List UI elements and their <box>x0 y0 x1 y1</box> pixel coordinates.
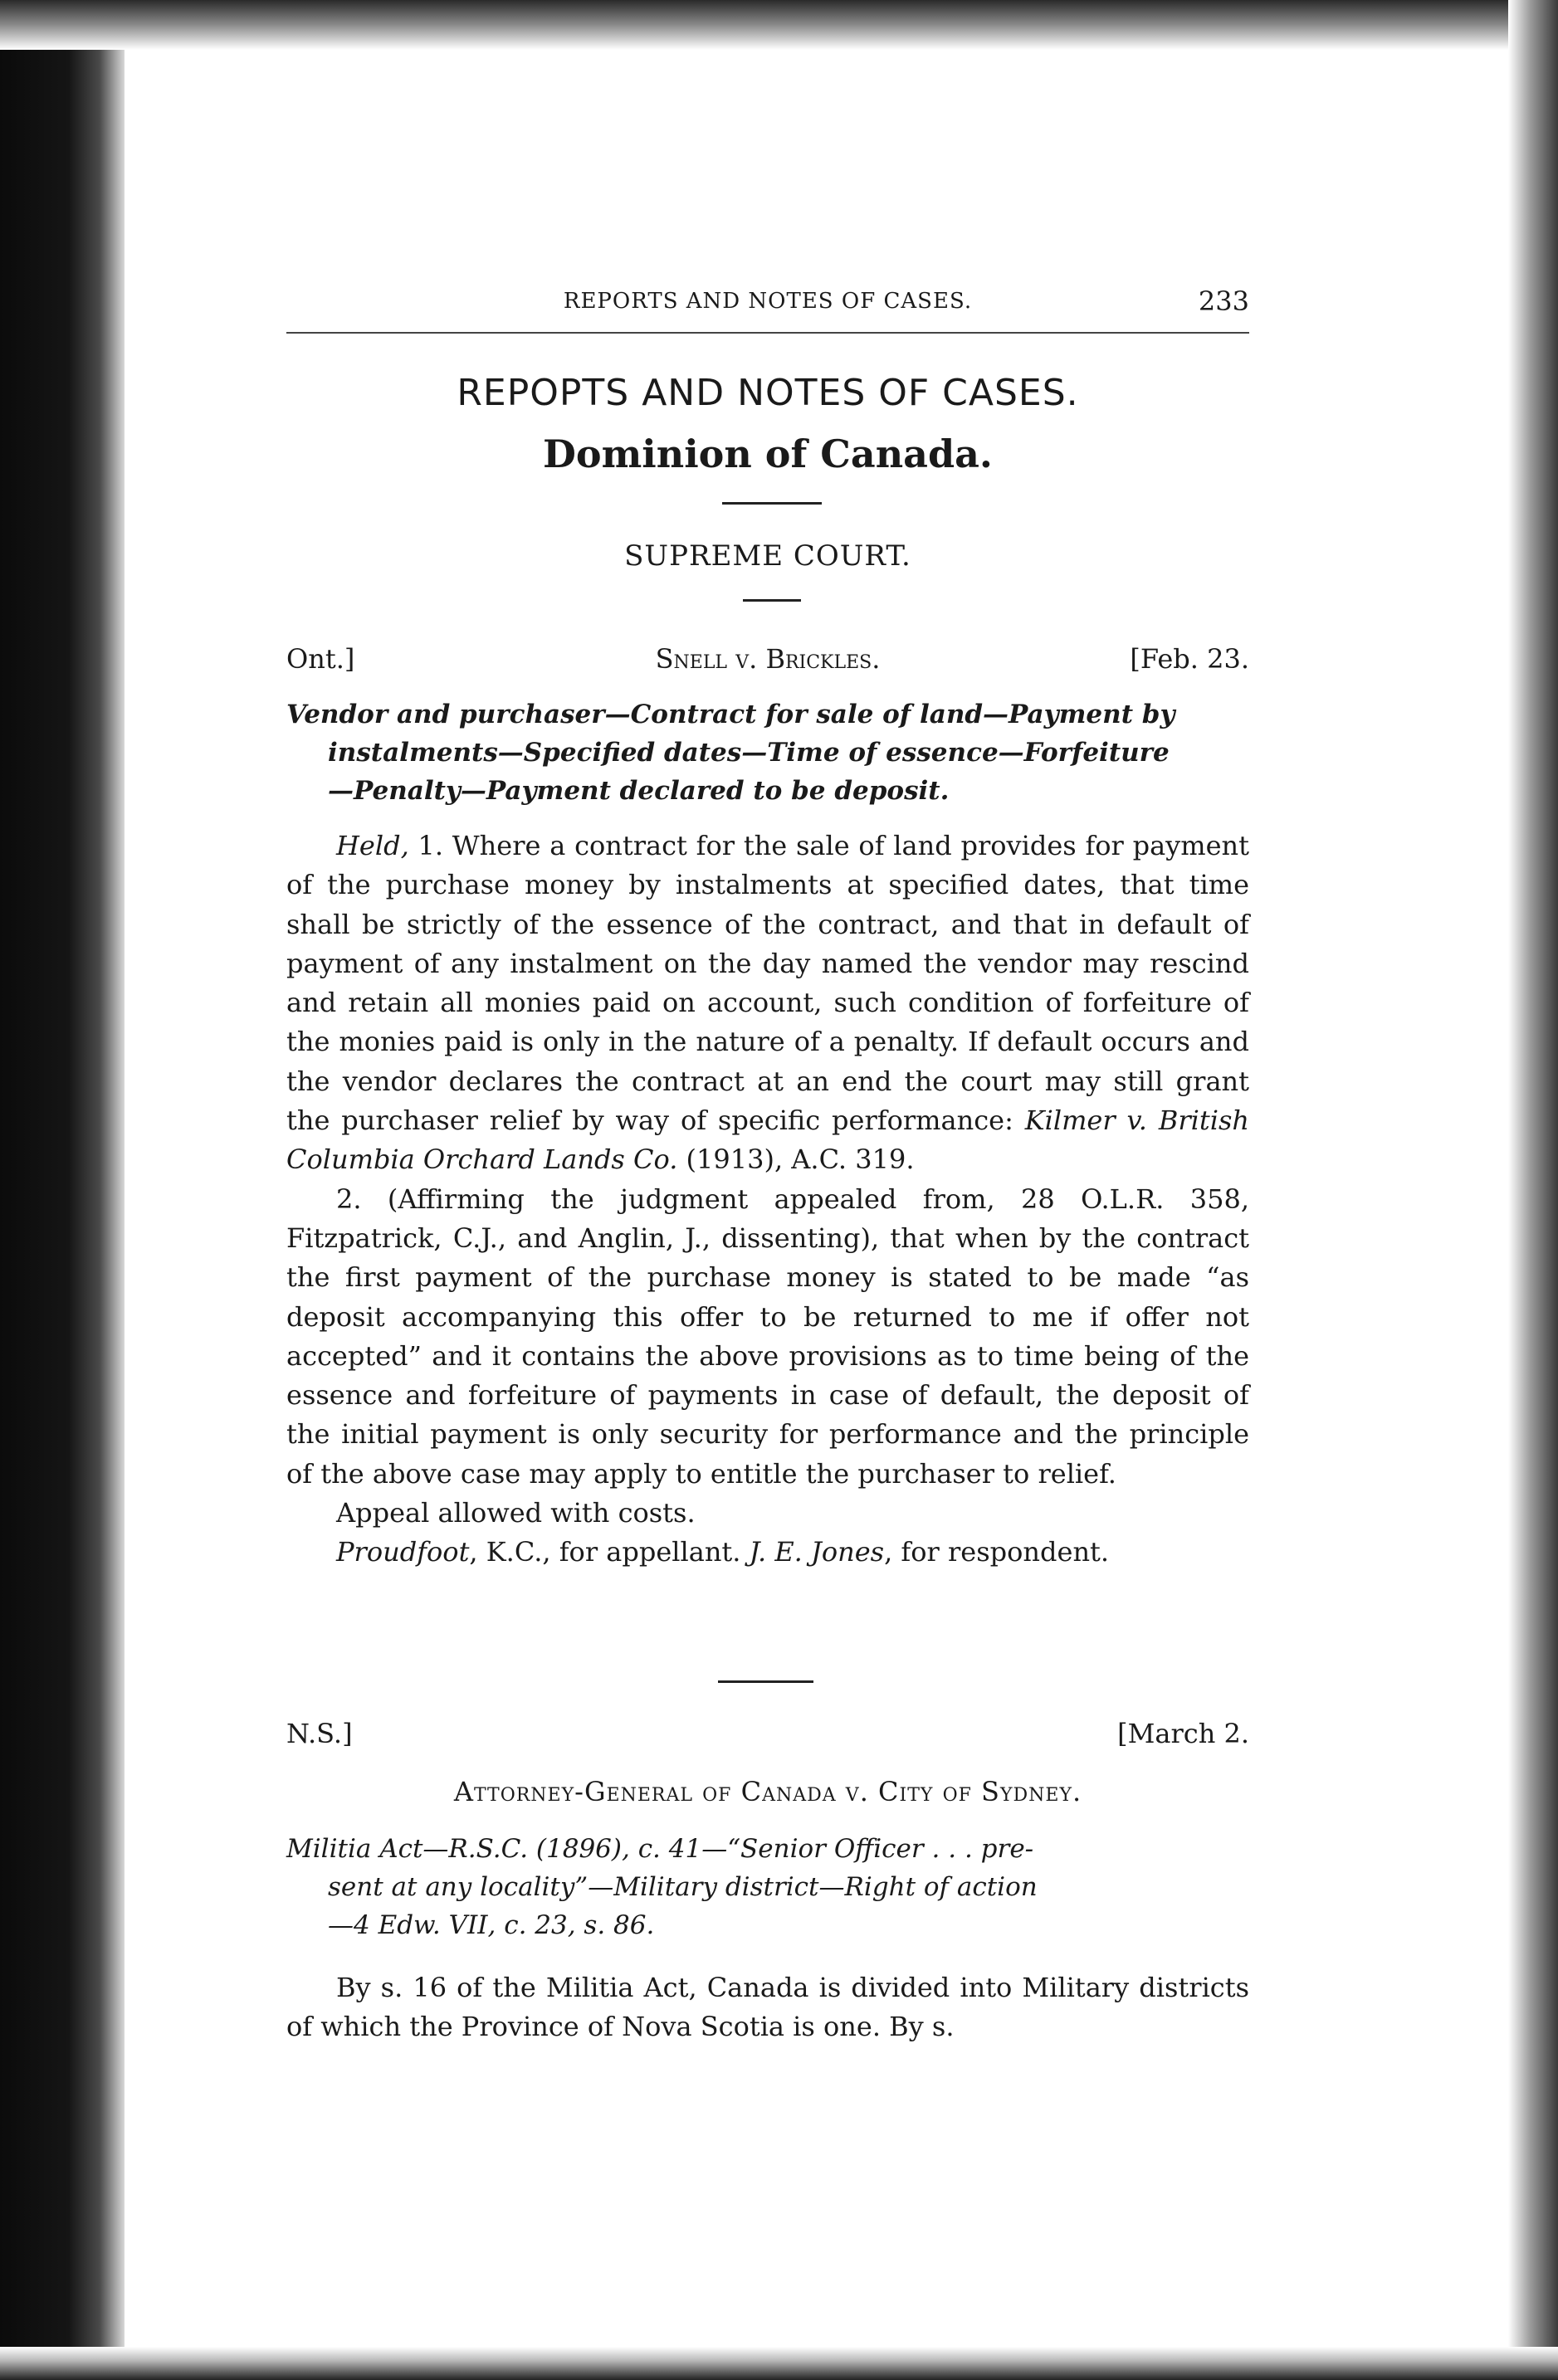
divider <box>743 599 801 602</box>
divider <box>722 502 822 505</box>
case-parties: Attorney-General of Canada v. City of Sydney. <box>453 1776 1082 1807</box>
counsel-appellant-role: , K.C., for appellant. <box>469 1536 750 1568</box>
headnote-line: —Penalty—Payment declared to be deposit. <box>328 776 950 806</box>
page-number: 233 <box>1198 285 1249 317</box>
page-subtitle: Dominion of Canada. <box>543 432 993 476</box>
case-paragraph <box>286 1968 1249 2047</box>
headnote-line: Militia Act—R.S.C. (1896), c. 41—“Senior Officer . . . pre- <box>286 1834 1034 1864</box>
held-label: Held, <box>336 830 409 861</box>
case-line <box>286 1718 1249 1754</box>
headnote <box>286 695 1249 810</box>
scan-border-right <box>1508 0 1558 2380</box>
paragraph-text: By s. 16 of the Militia Act, Canada is divided into Military districts of which the Province of Nova Scotia is one. By s. <box>286 1972 1249 2043</box>
page-title: REPOPTS AND NOTES OF CASES. <box>457 372 1079 414</box>
case-province: N.S.] <box>286 1718 353 1749</box>
headnote <box>286 1830 1249 1944</box>
cited-case: Kilmer v. British Columbia Orchard Lands Co. <box>286 1105 1249 1176</box>
headnote-line: sent at any locality”—Military district—Right of action <box>328 1872 1038 1902</box>
case-date: [Feb. 23. <box>1130 643 1249 675</box>
court-name: SUPREME COURT. <box>624 539 911 573</box>
held-text: 1. Where a contract for the sale of land provides for payment of the purchase money by instalments at specified dates, that time shall be strictly of the essence of the contract, and that in default of payment of any instalment on the day named the vendor may rescind and retain all monies paid on account, such condition of forfeiture of the monies paid is only in the nature of a penalty. If default occurs and the vendor declares the contract at an end the court may still grant the purchaser relief by way of specific performance: <box>286 830 1249 1137</box>
case-province: Ont.] <box>286 643 355 675</box>
held-paragraph <box>286 827 1249 1573</box>
counsel-respondent-role: , for respondent. <box>884 1536 1110 1568</box>
scan-border-left <box>0 0 125 2380</box>
scan-border-top <box>0 0 1558 50</box>
divider <box>718 1680 813 1683</box>
headnote-line: Vendor and purchaser—Contract for sale of land—Payment by <box>286 700 1175 729</box>
running-title: REPORTS AND NOTES OF CASES. <box>563 289 973 314</box>
counsel-respondent: J. E. Jones <box>749 1536 885 1568</box>
headnote-line: instalments—Specified dates—Time of essence—Forfeiture <box>328 738 1170 768</box>
outcome: Appeal allowed with costs. <box>336 1497 696 1529</box>
cited-reference: (1913), A.C. 319. <box>677 1144 915 1176</box>
case-parties: Snell v. Brickles. <box>655 643 881 675</box>
running-header <box>286 282 1249 334</box>
case-date: [March 2. <box>1117 1718 1249 1749</box>
counsel-line <box>286 1533 1249 1572</box>
counsel-appellant: Proudfoot <box>336 1536 470 1568</box>
case-line <box>286 643 1249 680</box>
second-holding: 2. (Affirming the judgment appealed from, 28 O.L.R. 358, Fitzpatrick, C.J., and Anglin, J., dissenting), that when by the contract the first payment of the purchase money is stated to be made “as deposit accompanying this offer to be returned to me if offer not accepted” and it contains the above provisions as to time being of the essence and forfeiture of payments in case of default, the deposit of the initial payment is only security for performance and the principle of the above case may apply to entitle the purchaser to relief. <box>286 1183 1249 1490</box>
scan-border-bottom <box>0 2347 1558 2380</box>
headnote-line: —4 Edw. VII, c. 23, s. 86. <box>328 1910 655 1940</box>
